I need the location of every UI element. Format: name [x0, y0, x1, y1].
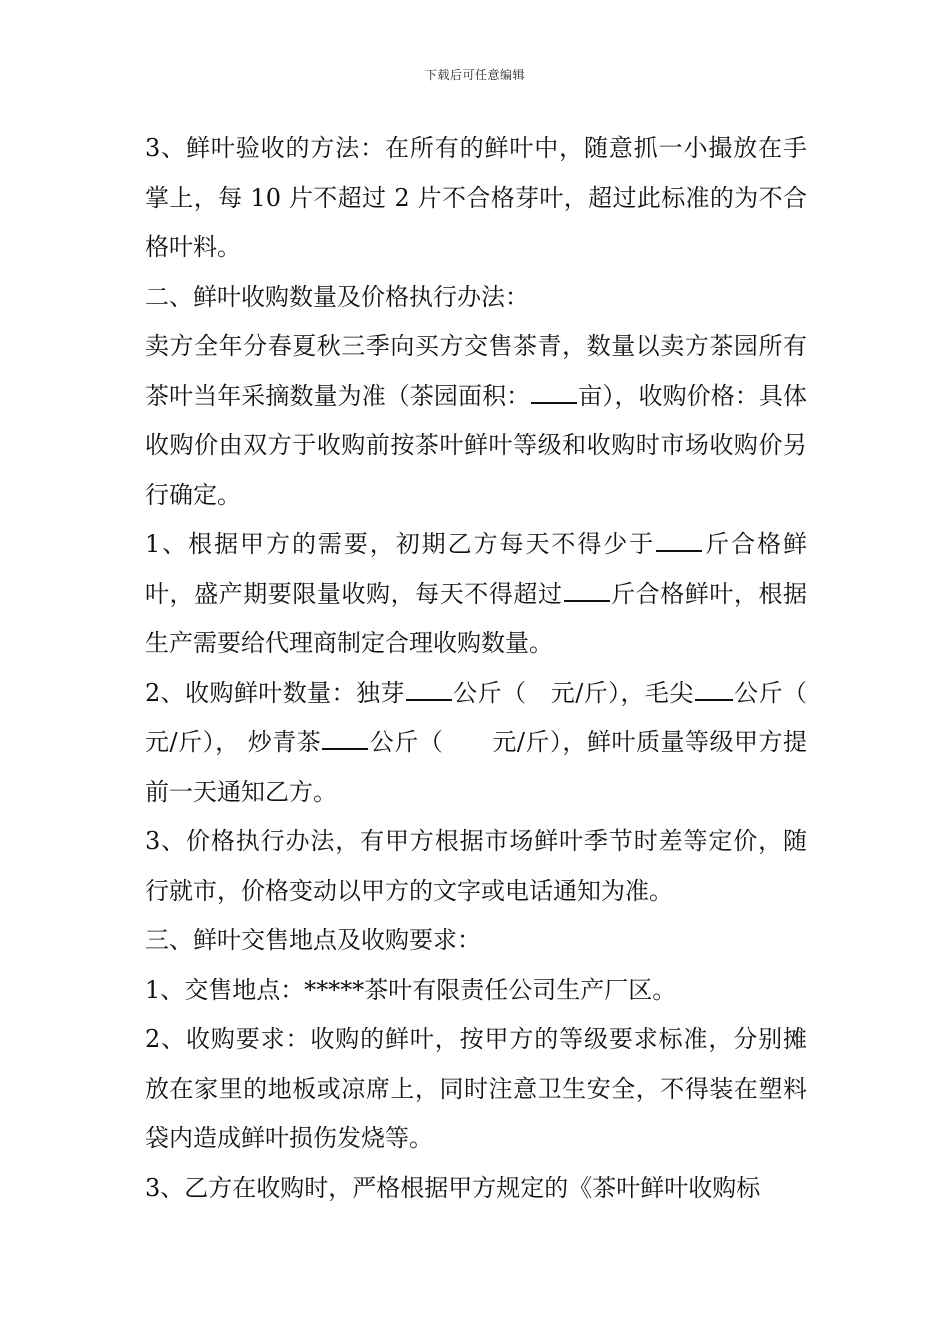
section-heading-quantity-price	[145, 273, 807, 323]
paragraph-text: 3、乙方在收购时，严格根据甲方规定的《茶叶鲜叶收购标	[145, 1173, 761, 1202]
paragraph-purchase-quantity	[145, 669, 807, 818]
paragraph-daily-quantity	[145, 520, 807, 669]
paragraph-text: 公斤（ 元/斤），鲜叶质量等级甲方提前一天通知乙方。	[145, 728, 807, 806]
paragraph-text: 斤合格鲜叶，盛产期要限量收购，每天不得超过	[145, 530, 807, 608]
document-body	[145, 124, 807, 1213]
paragraph-standards	[145, 1164, 807, 1214]
fill-blank-roasted-kg[interactable]	[322, 726, 368, 750]
paragraph-text: 公斤（ 元/斤）， 炒青茶	[145, 678, 807, 756]
paragraph-inspection-method	[145, 124, 807, 273]
paragraph-text: 3、鲜叶验收的方法：在所有的鲜叶中，随意抓一小撮放在手掌上，每 10 片不超过 2 片不合格芽叶，超过此标准的为不合格叶料。	[145, 134, 807, 261]
heading-text: 二、鲜叶收购数量及价格执行办法：	[145, 282, 529, 311]
paragraph-text: 亩），收购价格：具体收购价由双方于收购前按茶叶鲜叶等级和收购时市场收购价另行确定。	[145, 381, 808, 509]
fill-blank-min-daily[interactable]	[656, 528, 702, 552]
fill-blank-maojian-kg[interactable]	[695, 677, 733, 701]
paragraph-text: 1、根据甲方的需要，初期乙方每天不得少于	[145, 530, 656, 558]
paragraph-purchase-requirements	[145, 1015, 807, 1164]
heading-text: 三、鲜叶交售地点及收购要求：	[145, 926, 481, 954]
paragraph-text: 2、收购要求：收购的鲜叶，按甲方的等级要求标准，分别摊放在家里的地板或凉席上，同时注意卫生安全，不得装在塑料袋内造成鲜叶损伤发烧等。	[145, 1025, 807, 1152]
paragraph-text: 2、收购鲜叶数量：独芽	[145, 678, 405, 707]
fill-blank-bud-kg[interactable]	[406, 677, 452, 701]
paragraph-price-method	[145, 817, 807, 916]
paragraph-annual-supply	[145, 322, 807, 520]
paragraph-text: 卖方全年分春夏秋三季向买方交售茶青，数量以卖方茶园所有茶叶当年采摘数量为准（茶园面积：	[145, 332, 807, 410]
paragraph-delivery-location	[145, 966, 807, 1016]
paragraph-text: 斤合格鲜叶，根据生产需要给代理商制定合理收购数量。	[145, 579, 808, 657]
fill-blank-garden-area[interactable]	[531, 380, 577, 404]
fill-blank-max-daily[interactable]	[564, 578, 610, 602]
paragraph-text: 公斤（ 元/斤），毛尖	[452, 678, 694, 707]
section-heading-location-requirements	[145, 916, 807, 966]
header-note: 下载后可任意编辑	[424, 68, 525, 82]
paragraph-text: 3、价格执行办法，有甲方根据市场鲜叶季节时差等定价，随行就市，价格变动以甲方的文字或电话通知为准。	[145, 827, 807, 905]
paragraph-text: 1、交售地点：*****茶叶有限责任公司生产厂区。	[145, 975, 677, 1004]
